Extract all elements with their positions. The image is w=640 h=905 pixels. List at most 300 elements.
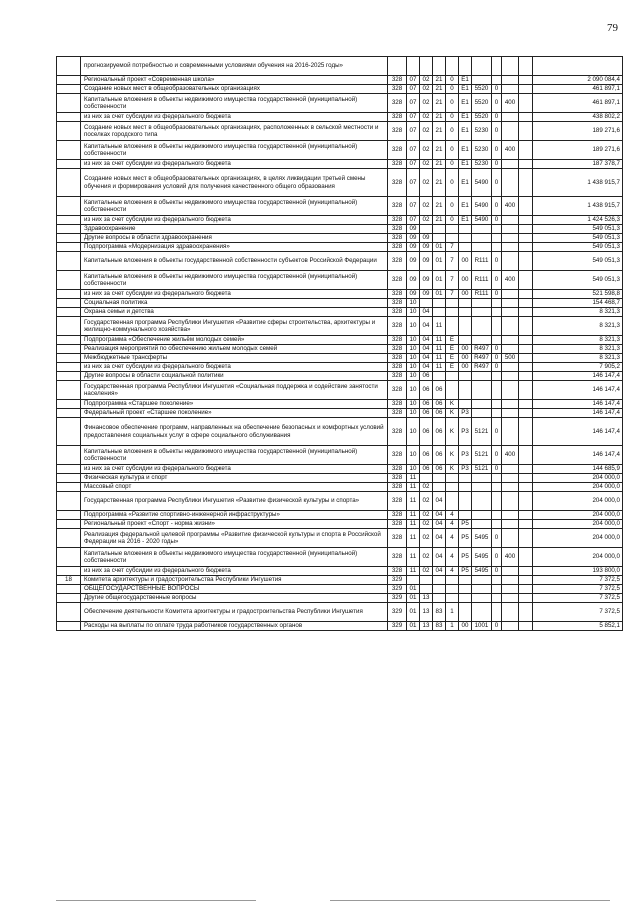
program-code-cell: 04 — [433, 511, 446, 520]
section-code-cell: 07 — [407, 76, 420, 85]
row-number-cell — [57, 567, 81, 576]
ministry-code-cell: 328 — [388, 446, 407, 465]
project-code-cell: P3 — [459, 465, 472, 474]
direction-code-cell: 5121 — [472, 446, 492, 465]
ministry-code-cell: 328 — [388, 271, 407, 290]
project-code-cell — [459, 336, 472, 345]
ministry-code-cell: 328 — [388, 234, 407, 243]
row-number-cell — [57, 483, 81, 492]
direction-sub-code-cell: 0 — [492, 216, 502, 225]
section-code-cell: 10 — [407, 345, 420, 354]
program-code-cell: 83 — [433, 603, 446, 622]
subsection-code-cell — [420, 299, 433, 308]
row-number-cell — [57, 169, 81, 197]
project-code-cell — [459, 317, 472, 336]
project-code-cell — [459, 243, 472, 252]
expense-type-code-cell — [502, 529, 519, 548]
project-code-cell: E1 — [459, 216, 472, 225]
program-code-cell: 01 — [433, 290, 446, 299]
direction-code-cell — [472, 594, 492, 603]
direction-sub-code-cell: 0 — [492, 290, 502, 299]
section-code-cell: 07 — [407, 141, 420, 160]
expense-type-code-cell — [502, 290, 519, 299]
direction-sub-code-cell — [492, 234, 502, 243]
program-code-cell — [433, 594, 446, 603]
amount-cell: 204 000,0 — [533, 483, 623, 492]
row-number-cell — [57, 511, 81, 520]
table-row — [57, 400, 623, 409]
expense-type-code-cell — [502, 216, 519, 225]
direction-code-cell: R497 — [472, 345, 492, 354]
direction-sub-code-cell — [492, 409, 502, 418]
extra-code-cell — [519, 567, 533, 576]
section-code-cell: 10 — [407, 308, 420, 317]
direction-code-cell: 5520 — [472, 113, 492, 122]
direction-code-cell — [472, 474, 492, 483]
direction-code-cell — [472, 603, 492, 622]
project-code-cell — [459, 474, 472, 483]
item-name-cell: Социальная политика — [81, 299, 388, 308]
amount-cell: 2 090 084,4 — [533, 76, 623, 85]
budget-table-body — [57, 57, 623, 631]
row-number-cell — [57, 308, 81, 317]
ministry-code-cell: 329 — [388, 603, 407, 622]
expense-type-code-cell — [502, 576, 519, 585]
table-row — [57, 234, 623, 243]
table-row — [57, 317, 623, 336]
amount-cell: 204 000,0 — [533, 492, 623, 511]
section-code-cell: 10 — [407, 317, 420, 336]
ministry-code-cell: 328 — [388, 76, 407, 85]
subprogram-code-cell — [446, 492, 459, 511]
extra-code-cell — [519, 76, 533, 85]
program-code-cell: 21 — [433, 160, 446, 169]
ministry-code-cell: 328 — [388, 243, 407, 252]
program-code-cell: 06 — [433, 446, 446, 465]
direction-code-cell — [472, 483, 492, 492]
subprogram-code-cell: 1 — [446, 622, 459, 631]
item-name-cell: Обеспечение деятельности Комитета архитектуры и градостроительства Республики Ингушетия — [81, 603, 388, 622]
item-name-cell: Государственная программа Республики Ингушетия «Развитие физической культуры и спорта» — [81, 492, 388, 511]
extra-code-cell — [519, 446, 533, 465]
direction-sub-code-cell: 0 — [492, 363, 502, 372]
expense-type-code-cell — [502, 113, 519, 122]
amount-cell: 204 000,0 — [533, 474, 623, 483]
expense-type-code-cell: 400 — [502, 197, 519, 216]
row-number-cell — [57, 57, 81, 76]
expense-type-code-cell — [502, 465, 519, 474]
row-number-cell — [57, 216, 81, 225]
subsection-code-cell: 04 — [420, 317, 433, 336]
direction-sub-code-cell — [492, 483, 502, 492]
subprogram-code-cell: 4 — [446, 548, 459, 567]
project-code-cell: E1 — [459, 169, 472, 197]
project-code-cell: E1 — [459, 122, 472, 141]
program-code-cell: 83 — [433, 622, 446, 631]
item-name-cell: Расходы на выплаты по оплате труда работников государственных органов — [81, 622, 388, 631]
direction-sub-code-cell: 0 — [492, 94, 502, 113]
extra-code-cell — [519, 520, 533, 529]
section-code-cell: 11 — [407, 492, 420, 511]
table-row — [57, 345, 623, 354]
section-code-cell: 07 — [407, 160, 420, 169]
project-code-cell: E1 — [459, 85, 472, 94]
extra-code-cell — [519, 603, 533, 622]
section-code-cell: 10 — [407, 409, 420, 418]
extra-code-cell — [519, 492, 533, 511]
item-name-cell: Региональный проект «Спорт - норма жизни» — [81, 520, 388, 529]
amount-cell: 146 147,4 — [533, 372, 623, 381]
row-number-cell — [57, 252, 81, 271]
direction-code-cell: 5495 — [472, 548, 492, 567]
direction-sub-code-cell: 0 — [492, 197, 502, 216]
section-code-cell: 01 — [407, 622, 420, 631]
page-number: 79 — [607, 22, 618, 34]
program-code-cell — [433, 225, 446, 234]
table-row — [57, 271, 623, 290]
project-code-cell — [459, 308, 472, 317]
direction-code-cell — [472, 381, 492, 400]
row-number-cell — [57, 418, 81, 446]
amount-cell: 204 000,0 — [533, 529, 623, 548]
subsection-code-cell: 02 — [420, 122, 433, 141]
project-code-cell: E1 — [459, 141, 472, 160]
item-name-cell: Капитальные вложения в объекты недвижимого имущества государственной (муниципальной) собственности — [81, 446, 388, 465]
row-number-cell — [57, 122, 81, 141]
item-name-cell: Другие общегосударственные вопросы — [81, 594, 388, 603]
expense-type-code-cell — [502, 492, 519, 511]
item-name-cell: из них за счет субсидии из федерального бюджета — [81, 113, 388, 122]
direction-sub-code-cell — [492, 243, 502, 252]
ministry-code-cell: 328 — [388, 197, 407, 216]
expense-type-code-cell — [502, 317, 519, 336]
subsection-code-cell — [420, 576, 433, 585]
section-code-cell: 01 — [407, 585, 420, 594]
subsection-code-cell: 02 — [420, 197, 433, 216]
program-code-cell: 04 — [433, 492, 446, 511]
amount-cell: 8 321,3 — [533, 308, 623, 317]
subprogram-code-cell: K — [446, 400, 459, 409]
item-name-cell: Создание новых мест в общеобразовательных организациях, в целях ликвидации третьей смены обучения и формирования условий для получения качественного общего образования — [81, 169, 388, 197]
direction-code-cell — [472, 409, 492, 418]
item-name-cell: Региональный проект «Современная школа» — [81, 76, 388, 85]
ministry-code-cell: 328 — [388, 567, 407, 576]
extra-code-cell — [519, 622, 533, 631]
direction-sub-code-cell — [492, 474, 502, 483]
subprogram-code-cell — [446, 594, 459, 603]
section-code-cell: 07 — [407, 216, 420, 225]
expense-type-code-cell — [502, 520, 519, 529]
row-number-cell — [57, 603, 81, 622]
direction-sub-code-cell: 0 — [492, 113, 502, 122]
direction-code-cell: 5490 — [472, 197, 492, 216]
amount-cell: 461 897,1 — [533, 85, 623, 94]
table-row — [57, 381, 623, 400]
program-code-cell: 21 — [433, 85, 446, 94]
row-number-cell — [57, 271, 81, 290]
item-name-cell: Подпрограмма «Развитие спортивно-инженерной инфраструктуры» — [81, 511, 388, 520]
expense-type-code-cell — [502, 418, 519, 446]
subprogram-code-cell — [446, 299, 459, 308]
program-code-cell: 11 — [433, 354, 446, 363]
table-row — [57, 603, 623, 622]
extra-code-cell — [519, 483, 533, 492]
extra-code-cell — [519, 345, 533, 354]
amount-cell: 146 147,4 — [533, 418, 623, 446]
row-number-cell — [57, 548, 81, 567]
direction-code-cell — [472, 492, 492, 511]
project-code-cell — [459, 492, 472, 511]
subsection-code-cell: 02 — [420, 567, 433, 576]
project-code-cell — [459, 400, 472, 409]
project-code-cell: E1 — [459, 113, 472, 122]
program-code-cell: 04 — [433, 567, 446, 576]
amount-cell: 7 372,5 — [533, 594, 623, 603]
subprogram-code-cell: 0 — [446, 76, 459, 85]
project-code-cell: P3 — [459, 409, 472, 418]
program-code-cell: 04 — [433, 520, 446, 529]
ministry-code-cell: 328 — [388, 511, 407, 520]
subprogram-code-cell: 4 — [446, 520, 459, 529]
subsection-code-cell: 02 — [420, 169, 433, 197]
extra-code-cell — [519, 354, 533, 363]
table-row — [57, 336, 623, 345]
subprogram-code-cell: 7 — [446, 290, 459, 299]
project-code-cell — [459, 234, 472, 243]
direction-sub-code-cell: 0 — [492, 122, 502, 141]
table-row — [57, 520, 623, 529]
subsection-code-cell: 06 — [420, 446, 433, 465]
expense-type-code-cell — [502, 483, 519, 492]
program-code-cell: 11 — [433, 363, 446, 372]
ministry-code-cell: 328 — [388, 520, 407, 529]
extra-code-cell — [519, 465, 533, 474]
subprogram-code-cell: 1 — [446, 603, 459, 622]
item-name-cell: Федеральный проект «Старшее поколение» — [81, 409, 388, 418]
project-code-cell: 00 — [459, 290, 472, 299]
item-name-cell: Реализация федеральной целевой программы «Развитие физической культуры и спорта в Российской Федерации на 2016 - 2020 годы» — [81, 529, 388, 548]
section-code-cell: 01 — [407, 603, 420, 622]
extra-code-cell — [519, 299, 533, 308]
table-row — [57, 576, 623, 585]
expense-type-code-cell — [502, 76, 519, 85]
row-number-cell — [57, 94, 81, 113]
program-code-cell: 04 — [433, 529, 446, 548]
ministry-code-cell: 328 — [388, 483, 407, 492]
table-row — [57, 76, 623, 85]
table-row — [57, 363, 623, 372]
table-row — [57, 94, 623, 113]
table-row — [57, 169, 623, 197]
item-name-cell: из них за счет субсидии из федерального бюджета — [81, 290, 388, 299]
subsection-code-cell: 02 — [420, 160, 433, 169]
extra-code-cell — [519, 418, 533, 446]
expense-type-code-cell — [502, 409, 519, 418]
direction-sub-code-cell: 0 — [492, 345, 502, 354]
item-name-cell: из них за счет субсидии из федерального бюджета — [81, 216, 388, 225]
section-code-cell: 09 — [407, 225, 420, 234]
section-code-cell: 01 — [407, 594, 420, 603]
direction-code-cell: 5520 — [472, 85, 492, 94]
expense-type-code-cell — [502, 85, 519, 94]
direction-sub-code-cell: 0 — [492, 622, 502, 631]
table-row — [57, 465, 623, 474]
project-code-cell: P3 — [459, 418, 472, 446]
subprogram-code-cell: 4 — [446, 511, 459, 520]
direction-sub-code-cell — [492, 299, 502, 308]
ministry-code-cell: 328 — [388, 94, 407, 113]
direction-sub-code-cell — [492, 57, 502, 76]
direction-code-cell: R111 — [472, 290, 492, 299]
expense-type-code-cell — [502, 372, 519, 381]
section-code-cell: 11 — [407, 520, 420, 529]
row-number-cell — [57, 290, 81, 299]
ministry-code-cell: 328 — [388, 122, 407, 141]
expense-type-code-cell: 400 — [502, 94, 519, 113]
ministry-code-cell: 328 — [388, 474, 407, 483]
amount-cell: 187 378,7 — [533, 160, 623, 169]
direction-code-cell — [472, 400, 492, 409]
expense-type-code-cell — [502, 363, 519, 372]
project-code-cell: E1 — [459, 76, 472, 85]
project-code-cell — [459, 381, 472, 400]
table-row — [57, 548, 623, 567]
project-code-cell: 00 — [459, 622, 472, 631]
subsection-code-cell: 13 — [420, 622, 433, 631]
ministry-code-cell: 328 — [388, 252, 407, 271]
table-row — [57, 483, 623, 492]
project-code-cell — [459, 57, 472, 76]
ministry-code-cell: 328 — [388, 308, 407, 317]
expense-type-code-cell — [502, 585, 519, 594]
row-number-cell — [57, 492, 81, 511]
program-code-cell: 11 — [433, 317, 446, 336]
section-code-cell: 10 — [407, 381, 420, 400]
ministry-code-cell: 328 — [388, 225, 407, 234]
direction-code-cell: 5230 — [472, 141, 492, 160]
subsection-code-cell: 02 — [420, 520, 433, 529]
subsection-code-cell: 06 — [420, 465, 433, 474]
section-code-cell: 11 — [407, 483, 420, 492]
program-code-cell — [433, 585, 446, 594]
program-code-cell: 21 — [433, 169, 446, 197]
section-code-cell: 09 — [407, 252, 420, 271]
subprogram-code-cell — [446, 381, 459, 400]
direction-code-cell — [472, 317, 492, 336]
row-number-cell — [57, 400, 81, 409]
direction-sub-code-cell — [492, 308, 502, 317]
section-code-cell: 07 — [407, 94, 420, 113]
ministry-code-cell: 329 — [388, 576, 407, 585]
subprogram-code-cell: 0 — [446, 94, 459, 113]
subprogram-code-cell — [446, 225, 459, 234]
subprogram-code-cell: 4 — [446, 529, 459, 548]
section-code-cell: 10 — [407, 465, 420, 474]
direction-sub-code-cell — [492, 492, 502, 511]
table-row — [57, 418, 623, 446]
subsection-code-cell: 09 — [420, 243, 433, 252]
direction-sub-code-cell: 0 — [492, 85, 502, 94]
expense-type-code-cell — [502, 345, 519, 354]
subprogram-code-cell: E — [446, 363, 459, 372]
subprogram-code-cell: 0 — [446, 141, 459, 160]
direction-sub-code-cell: 0 — [492, 271, 502, 290]
item-name-cell: Подпрограмма «Обеспечение жильём молодых семей» — [81, 336, 388, 345]
ministry-code-cell: 329 — [388, 585, 407, 594]
extra-code-cell — [519, 122, 533, 141]
item-name-cell: Охрана семьи и детства — [81, 308, 388, 317]
extra-code-cell — [519, 474, 533, 483]
direction-code-cell: R111 — [472, 271, 492, 290]
extra-code-cell — [519, 585, 533, 594]
table-row — [57, 225, 623, 234]
amount-cell: 8 321,3 — [533, 336, 623, 345]
ministry-code-cell: 328 — [388, 400, 407, 409]
subprogram-code-cell — [446, 474, 459, 483]
direction-code-cell: 1001 — [472, 622, 492, 631]
direction-sub-code-cell: 0 — [492, 548, 502, 567]
subprogram-code-cell: 7 — [446, 252, 459, 271]
item-name-cell: Финансовое обеспечение программ, направленных на обеспечение безопасных и комфортных условий предоставления социальных услуг в сфере социального обслуживания — [81, 418, 388, 446]
row-number-cell — [57, 363, 81, 372]
expense-type-code-cell — [502, 381, 519, 400]
section-code-cell: 10 — [407, 446, 420, 465]
subsection-code-cell — [420, 585, 433, 594]
direction-sub-code-cell: 0 — [492, 252, 502, 271]
expense-type-code-cell — [502, 400, 519, 409]
extra-code-cell — [519, 141, 533, 160]
row-number-cell — [57, 317, 81, 336]
section-code-cell: 09 — [407, 234, 420, 243]
subsection-code-cell: 13 — [420, 603, 433, 622]
extra-code-cell — [519, 243, 533, 252]
ministry-code-cell: 328 — [388, 492, 407, 511]
row-number-cell — [57, 446, 81, 465]
project-code-cell: 00 — [459, 252, 472, 271]
item-name-cell: из них за счет субсидии из федерального бюджета — [81, 363, 388, 372]
direction-code-cell — [472, 308, 492, 317]
section-code-cell: 10 — [407, 299, 420, 308]
amount-cell: 154 468,7 — [533, 299, 623, 308]
ministry-code-cell: 328 — [388, 418, 407, 446]
amount-cell: 1 438 915,7 — [533, 169, 623, 197]
program-code-cell — [433, 57, 446, 76]
item-name-cell: Создание новых мест в общеобразовательных организациях, расположенных в сельской местности и поселках городского типа — [81, 122, 388, 141]
item-name-cell: Межбюджетные трансферты — [81, 354, 388, 363]
section-code-cell: 07 — [407, 197, 420, 216]
section-code-cell — [407, 576, 420, 585]
extra-code-cell — [519, 94, 533, 113]
section-code-cell: 09 — [407, 243, 420, 252]
subprogram-code-cell: 0 — [446, 197, 459, 216]
program-code-cell: 21 — [433, 197, 446, 216]
project-code-cell — [459, 225, 472, 234]
direction-code-cell: 5495 — [472, 567, 492, 576]
subprogram-code-cell: 7 — [446, 271, 459, 290]
subprogram-code-cell: 4 — [446, 567, 459, 576]
program-code-cell: 11 — [433, 336, 446, 345]
expense-type-code-cell — [502, 474, 519, 483]
section-code-cell — [407, 57, 420, 76]
subsection-code-cell: 02 — [420, 548, 433, 567]
subsection-code-cell: 06 — [420, 372, 433, 381]
table-row — [57, 122, 623, 141]
direction-sub-code-cell: 0 — [492, 465, 502, 474]
section-code-cell: 10 — [407, 336, 420, 345]
expense-type-code-cell — [502, 169, 519, 197]
subprogram-code-cell: E — [446, 345, 459, 354]
table-row — [57, 354, 623, 363]
